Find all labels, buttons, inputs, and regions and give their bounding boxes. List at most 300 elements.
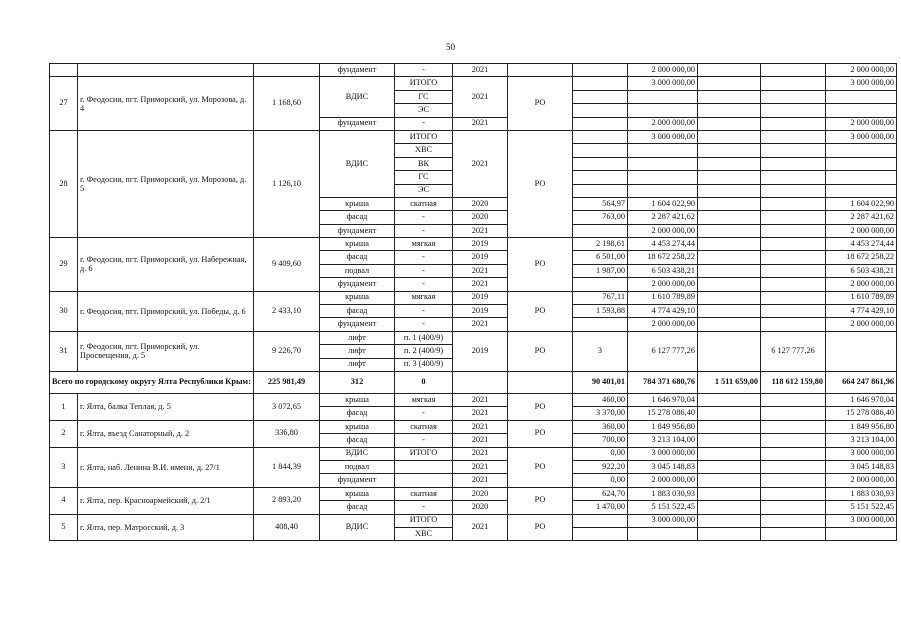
table-cell: [698, 90, 761, 103]
table-cell: [395, 474, 453, 487]
table-cell: [698, 238, 761, 251]
table-cell: 2020: [453, 501, 508, 514]
capital-repair-table: [49, 63, 897, 541]
table-cell: [698, 527, 761, 540]
table-cell: [573, 130, 628, 143]
table-cell: [761, 251, 826, 264]
table-cell: фундамент: [320, 474, 395, 487]
table-cell: [698, 184, 761, 197]
table-cell: 2021: [453, 460, 508, 473]
table-cell: [573, 184, 628, 197]
table-cell: 6 501,00: [573, 251, 628, 264]
table-cell: [761, 305, 826, 318]
table-cell: [826, 184, 897, 197]
table-cell: 2021: [453, 474, 508, 487]
table-cell: [761, 393, 826, 406]
table-cell: [761, 278, 826, 291]
table-cell: [254, 64, 320, 77]
table-cell: 90 401,01: [573, 371, 628, 393]
table-cell: фундамент: [320, 117, 395, 130]
table-cell: [573, 514, 628, 527]
table-cell: [761, 460, 826, 473]
table-row: [50, 331, 897, 344]
table-cell: [698, 447, 761, 460]
table-cell: 1 593,88: [573, 305, 628, 318]
table-cell: 3 000 000,00: [628, 447, 698, 460]
table-cell: 2021: [453, 278, 508, 291]
table-cell: [698, 197, 761, 210]
table-cell: 1 604 022,90: [628, 197, 698, 210]
table-cell: [698, 393, 761, 406]
table-cell: 3 213 104,00: [826, 434, 897, 447]
table-cell: [573, 278, 628, 291]
table-cell: [761, 144, 826, 157]
table-cell: [826, 90, 897, 103]
table-cell: 4 774 429,10: [826, 305, 897, 318]
table-cell: [761, 527, 826, 540]
table-cell: ВДИС: [320, 514, 395, 541]
table-cell: -: [395, 251, 453, 264]
table-cell: ИТОГО: [395, 447, 453, 460]
table-cell: 1 610 789,89: [826, 291, 897, 304]
table-cell: 3 000 000,00: [628, 77, 698, 90]
table-cell: РО: [508, 331, 573, 371]
table-cell: 118 612 159,80: [761, 371, 826, 393]
table-cell: 2 000 000,00: [628, 64, 698, 77]
table-cell: фундамент: [320, 278, 395, 291]
table-cell: 0,00: [573, 474, 628, 487]
table-cell: -: [395, 434, 453, 447]
table-cell: [698, 211, 761, 224]
table-cell: 408,40: [254, 514, 320, 541]
table-cell: -: [395, 211, 453, 224]
table-cell: [628, 104, 698, 117]
table-cell: п. 2 (400/9): [395, 345, 453, 358]
table-cell: 2021: [453, 407, 508, 420]
table-cell: 31: [50, 331, 78, 371]
table-cell: 9 409,60: [254, 238, 320, 292]
table-cell: крыша: [320, 291, 395, 304]
table-cell: фасад: [320, 211, 395, 224]
table-cell: 2020: [453, 487, 508, 500]
table-cell: скатная: [395, 420, 453, 433]
table-cell: 4 774 429,10: [628, 305, 698, 318]
table-row: [50, 393, 897, 406]
table-cell: ЭС: [395, 184, 453, 197]
table-cell: [761, 64, 826, 77]
table-cell: [826, 171, 897, 184]
table-cell: 2 000 000,00: [826, 64, 897, 77]
table-cell: 2021: [453, 514, 508, 541]
table-cell: 1 849 956,80: [628, 420, 698, 433]
table-cell: ХВС: [395, 144, 453, 157]
table-cell: 2 893,20: [254, 487, 320, 514]
table-cell: ГС: [395, 90, 453, 103]
table-cell: 1 646 970,04: [826, 393, 897, 406]
table-cell: [698, 251, 761, 264]
table-cell: [826, 104, 897, 117]
table-cell: г. Ялта, пер. Матросский, д. 3: [78, 514, 254, 541]
table-cell: 3 045 148,83: [826, 460, 897, 473]
table-cell: [698, 501, 761, 514]
table-cell: г. Ялта, въезд Санаторный, д. 2: [78, 420, 254, 447]
table-cell: [761, 77, 826, 90]
table-cell: 2 000 000,00: [826, 278, 897, 291]
table-cell: 1 604 022,90: [826, 197, 897, 210]
table-row: [50, 64, 897, 77]
table-cell: 30: [50, 291, 78, 331]
table-cell: подвал: [320, 264, 395, 277]
table-cell: 3: [50, 447, 78, 487]
table-cell: РО: [508, 77, 573, 131]
table-cell: 564,97: [573, 197, 628, 210]
table-cell: [761, 171, 826, 184]
table-row: [50, 420, 897, 433]
table-cell: 9 226,70: [254, 331, 320, 371]
table-cell: 3 000 000,00: [826, 514, 897, 527]
table-cell: 2021: [453, 318, 508, 331]
table-cell: крыша: [320, 238, 395, 251]
table-cell: 15 278 086,40: [628, 407, 698, 420]
table-cell: 1 987,00: [573, 264, 628, 277]
table-cell: [698, 305, 761, 318]
table-cell: [698, 77, 761, 90]
table-cell: 3 213 104,00: [628, 434, 698, 447]
table-cell: -: [395, 224, 453, 237]
table-cell: [761, 474, 826, 487]
table-cell: 225 981,49: [254, 371, 320, 393]
table-cell: РО: [508, 238, 573, 292]
table-cell: 3 045 148,83: [628, 460, 698, 473]
table-cell: ВДИС: [320, 130, 395, 197]
table-cell: [573, 77, 628, 90]
table-cell: [628, 527, 698, 540]
table-cell: 2021: [453, 117, 508, 130]
table-cell: 2 000 000,00: [628, 117, 698, 130]
table-cell: 2021: [453, 77, 508, 117]
table-cell: 4 453 274,44: [826, 238, 897, 251]
table-cell: [698, 117, 761, 130]
table-cell: [628, 157, 698, 170]
table-cell: -: [395, 501, 453, 514]
total-row: [50, 371, 897, 393]
table-cell: 2021: [453, 447, 508, 460]
table-cell: [761, 157, 826, 170]
table-cell: -: [395, 278, 453, 291]
table-cell: г. Феодосия, пгт. Приморский, ул. Морозова, д. 5: [78, 130, 254, 237]
table-cell: 2 000 000,00: [826, 224, 897, 237]
table-cell: [761, 211, 826, 224]
table-cell: 1 610 789,89: [628, 291, 698, 304]
table-row: [50, 238, 897, 251]
table-cell: [573, 527, 628, 540]
table-cell: г. Ялта, наб. Ленина В.И. имени, д. 27/1: [78, 447, 254, 487]
table-cell: фундамент: [320, 224, 395, 237]
table-cell: [761, 291, 826, 304]
table-cell: п. 1 (400/9): [395, 331, 453, 344]
table-cell: фасад: [320, 434, 395, 447]
table-cell: [761, 420, 826, 433]
table-cell: [573, 144, 628, 157]
table-cell: 3 072,65: [254, 393, 320, 420]
page-number: 50: [446, 42, 455, 52]
table-row: [50, 447, 897, 460]
table-cell: г. Феодосия, пгт. Приморский, ул. Набережная, д. 6: [78, 238, 254, 292]
table-cell: 2: [50, 420, 78, 447]
table-cell: [698, 157, 761, 170]
table-cell: [698, 104, 761, 117]
table-cell: [573, 117, 628, 130]
table-cell: [761, 224, 826, 237]
table-cell: РО: [508, 514, 573, 541]
table-cell: [573, 224, 628, 237]
table-cell: ГС: [395, 171, 453, 184]
table-cell: РО: [508, 487, 573, 514]
table-row: [50, 514, 897, 527]
table-row: [50, 291, 897, 304]
table-cell: скатная: [395, 197, 453, 210]
table-cell: [573, 318, 628, 331]
table-cell: 2 000 000,00: [826, 318, 897, 331]
table-cell: РО: [508, 291, 573, 331]
table-cell: [698, 278, 761, 291]
table-cell: [698, 264, 761, 277]
table-cell: -: [395, 407, 453, 420]
table-cell: [628, 90, 698, 103]
table-cell: 5 151 522,45: [826, 501, 897, 514]
table-cell: 664 247 861,96: [826, 371, 897, 393]
table-cell: 2 000 000,00: [628, 318, 698, 331]
table-cell: [698, 331, 761, 371]
table-cell: [761, 264, 826, 277]
table-cell: 1: [50, 393, 78, 420]
table-cell: [698, 407, 761, 420]
table-cell: 1 844,39: [254, 447, 320, 487]
table-cell: -: [395, 117, 453, 130]
table-cell: [826, 527, 897, 540]
table-cell: [761, 447, 826, 460]
table-cell: [508, 64, 573, 77]
table-cell: фасад: [320, 407, 395, 420]
table-cell: [761, 434, 826, 447]
table-cell: 18 672 258,22: [628, 251, 698, 264]
table-cell: 1 883 030,93: [826, 487, 897, 500]
table-cell: 29: [50, 238, 78, 292]
table-cell: ВДИС: [320, 77, 395, 117]
table-cell: [761, 501, 826, 514]
table-cell: [50, 64, 78, 77]
table-cell: 2021: [453, 64, 508, 77]
table-cell: 5: [50, 514, 78, 541]
table-cell: [698, 64, 761, 77]
table-cell: Всего по городскому округу Ялта Республики Крым:: [50, 371, 254, 393]
table-cell: фундамент: [320, 318, 395, 331]
table-cell: г. Ялта, пер. Красноармейский, д. 2/1: [78, 487, 254, 514]
table-cell: ХВС: [395, 527, 453, 540]
table-cell: 3 000 000,00: [826, 447, 897, 460]
table-cell: 360,00: [573, 420, 628, 433]
table-cell: [698, 434, 761, 447]
table-cell: [698, 474, 761, 487]
table-cell: фасад: [320, 251, 395, 264]
table-cell: [453, 371, 508, 393]
table-cell: 4: [50, 487, 78, 514]
table-cell: 3 000 000,00: [826, 130, 897, 143]
table-cell: лифт: [320, 345, 395, 358]
table-cell: 18 672 258,22: [826, 251, 897, 264]
table-cell: [761, 117, 826, 130]
table-cell: фундамент: [320, 64, 395, 77]
table-cell: 2019: [453, 251, 508, 264]
table-row: [50, 77, 897, 90]
table-cell: РО: [508, 420, 573, 447]
table-cell: [508, 371, 573, 393]
table-cell: [573, 64, 628, 77]
table-cell: 2021: [453, 264, 508, 277]
table-cell: г. Ялта, балка Теплая, д. 5: [78, 393, 254, 420]
table-cell: 0: [395, 371, 453, 393]
table-cell: -: [395, 318, 453, 331]
table-cell: ИТОГО: [395, 514, 453, 527]
table-cell: 5 151 522,45: [628, 501, 698, 514]
table-cell: [761, 238, 826, 251]
table-cell: крыша: [320, 393, 395, 406]
table-cell: 784 371 680,76: [628, 371, 698, 393]
table-row: [50, 487, 897, 500]
table-cell: 2021: [453, 434, 508, 447]
table-cell: [573, 90, 628, 103]
table-cell: крыша: [320, 197, 395, 210]
table-cell: 0,00: [573, 447, 628, 460]
table-cell: 767,11: [573, 291, 628, 304]
table-cell: подвал: [320, 460, 395, 473]
table-cell: п. 3 (400/9): [395, 358, 453, 371]
table-cell: [573, 104, 628, 117]
table-cell: г. Феодосия, пгт. Приморский, ул. Просвещения, д. 5: [78, 331, 254, 371]
table-cell: 2021: [453, 224, 508, 237]
table-cell: 624,70: [573, 487, 628, 500]
table-cell: [628, 144, 698, 157]
table-cell: ВДИС: [320, 447, 395, 460]
table-cell: [761, 184, 826, 197]
table-cell: 1 883 030,93: [628, 487, 698, 500]
table-cell: 1 646 970,04: [628, 393, 698, 406]
table-cell: 2 000 000,00: [826, 474, 897, 487]
table-cell: 763,00: [573, 211, 628, 224]
table-cell: ИТОГО: [395, 130, 453, 143]
table-cell: -: [395, 305, 453, 318]
table-cell: ЭС: [395, 104, 453, 117]
table-cell: 3: [573, 331, 628, 371]
table-cell: 2021: [453, 393, 508, 406]
table-cell: 1 470,00: [573, 501, 628, 514]
table-cell: [698, 171, 761, 184]
table-cell: 2 287 421,62: [826, 211, 897, 224]
table-cell: 3 370,00: [573, 407, 628, 420]
table-cell: [395, 460, 453, 473]
table-cell: 2 000 000,00: [826, 117, 897, 130]
table-row: [50, 130, 897, 143]
table-cell: [826, 144, 897, 157]
table-cell: [78, 64, 254, 77]
table-cell: 2019: [453, 305, 508, 318]
table-cell: [761, 487, 826, 500]
table-cell: 15 278 086,40: [826, 407, 897, 420]
table-cell: ИТОГО: [395, 77, 453, 90]
table-cell: ВК: [395, 157, 453, 170]
table-cell: [573, 171, 628, 184]
table-cell: г. Феодосия, пгт. Приморский, ул. Морозова, д. 4: [78, 77, 254, 131]
table-cell: 6 503 438,21: [826, 264, 897, 277]
table-cell: [698, 487, 761, 500]
table-cell: [761, 318, 826, 331]
table-cell: мягкая: [395, 238, 453, 251]
table-cell: 2 198,61: [573, 238, 628, 251]
table-cell: [761, 130, 826, 143]
table-cell: 3 000 000,00: [628, 130, 698, 143]
table-cell: 700,00: [573, 434, 628, 447]
table-cell: 6 127 777,26: [761, 331, 826, 371]
table-cell: 27: [50, 77, 78, 131]
table-cell: 2 433,10: [254, 291, 320, 331]
table-cell: [698, 130, 761, 143]
table-cell: фасад: [320, 501, 395, 514]
table-cell: -: [395, 64, 453, 77]
table-cell: [761, 104, 826, 117]
table-cell: [826, 331, 897, 371]
table-cell: скатная: [395, 487, 453, 500]
table-cell: 2019: [453, 238, 508, 251]
table-cell: [628, 184, 698, 197]
table-cell: [698, 420, 761, 433]
table-cell: 2019: [453, 331, 508, 371]
table-cell: [573, 157, 628, 170]
table-cell: 1 126,10: [254, 130, 320, 237]
table-cell: крыша: [320, 487, 395, 500]
table-cell: РО: [508, 447, 573, 487]
table-cell: 6 127 777,26: [628, 331, 698, 371]
table-cell: [698, 460, 761, 473]
table-cell: лифт: [320, 358, 395, 371]
table-cell: 2 000 000,00: [628, 224, 698, 237]
table-cell: [761, 197, 826, 210]
table-cell: 6 503 438,21: [628, 264, 698, 277]
table-cell: [698, 224, 761, 237]
table-cell: 312: [320, 371, 395, 393]
table-cell: РО: [508, 130, 573, 237]
table-cell: [628, 171, 698, 184]
table-cell: 2021: [453, 420, 508, 433]
table-cell: 1 849 956,80: [826, 420, 897, 433]
table-cell: 1 511 659,00: [698, 371, 761, 393]
table-cell: 2021: [453, 130, 508, 197]
table-cell: 922,20: [573, 460, 628, 473]
table-cell: мягкая: [395, 393, 453, 406]
table-cell: 2020: [453, 211, 508, 224]
table-cell: 28: [50, 130, 78, 237]
table-cell: 336,80: [254, 420, 320, 447]
table-cell: [826, 157, 897, 170]
table-cell: [698, 514, 761, 527]
table-cell: -: [395, 264, 453, 277]
table-cell: 2020: [453, 197, 508, 210]
table-cell: [698, 144, 761, 157]
table-cell: 2019: [453, 291, 508, 304]
table-cell: 2 000 000,00: [628, 278, 698, 291]
table-cell: [761, 514, 826, 527]
table-cell: 3 000 000,00: [628, 514, 698, 527]
table-cell: 2 000 000,00: [628, 474, 698, 487]
